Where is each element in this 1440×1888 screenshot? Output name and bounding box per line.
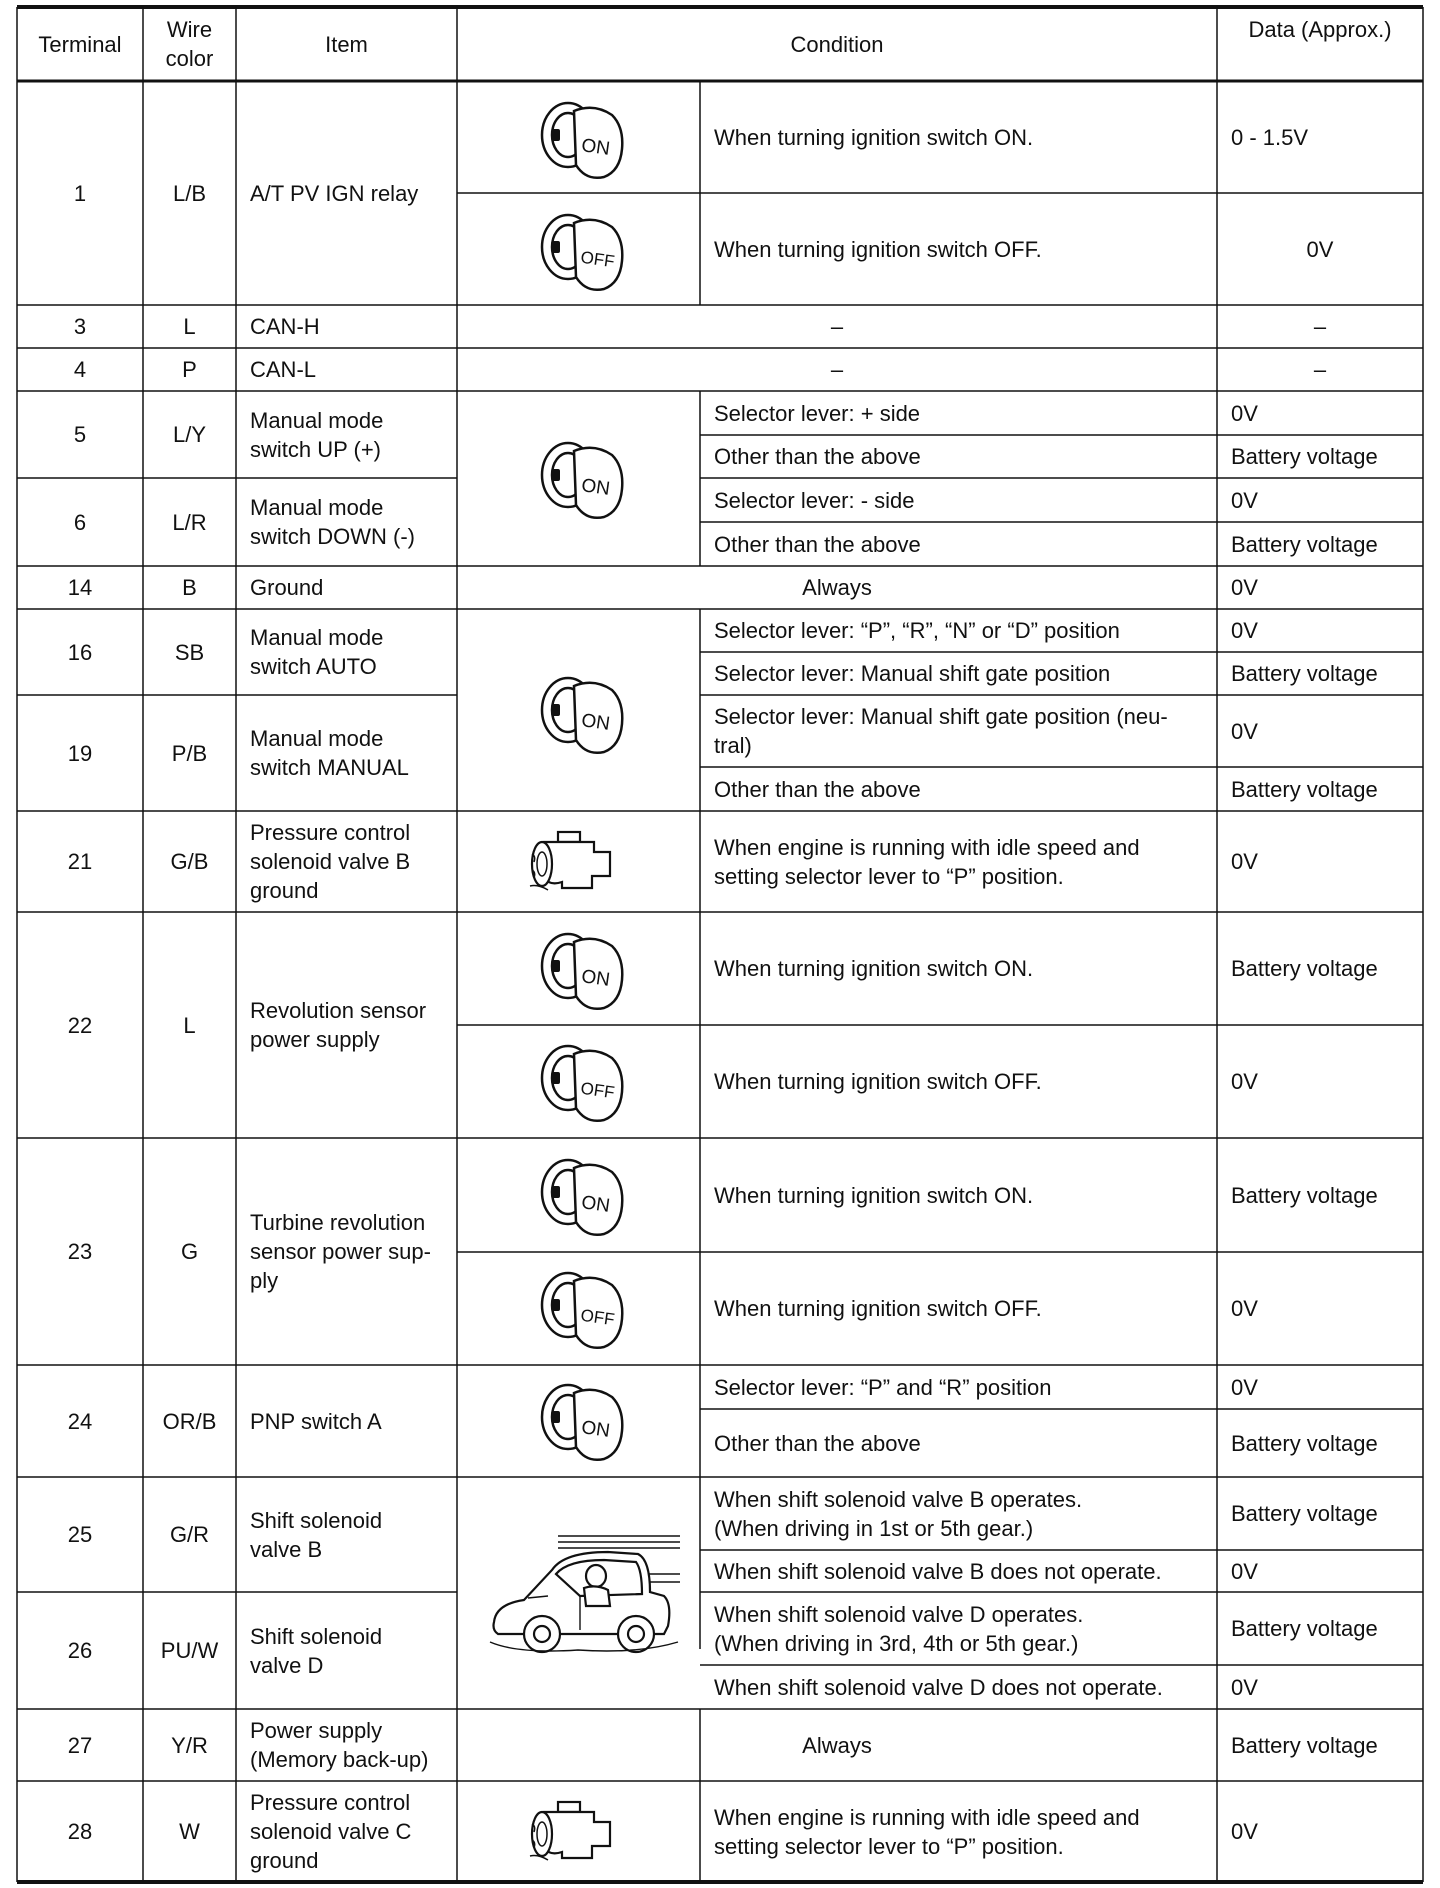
terminal-cell: 4 <box>73 357 87 382</box>
condition-cell: When turning ignition switch OFF. <box>714 236 1042 262</box>
item-cell: Manual mode switch UP (+) <box>250 407 384 462</box>
data-cell: Battery voltage <box>1231 661 1378 686</box>
ignition-key-on-icon <box>538 433 630 525</box>
wire-color-cell: G <box>180 1239 199 1264</box>
item-cell: Shift solenoid valve D <box>250 1623 383 1678</box>
data-cell: 0V <box>1231 718 1258 744</box>
engine-running-icon <box>528 1796 618 1868</box>
data-cell: Battery voltage <box>1231 1732 1378 1758</box>
data-cell: Battery voltage <box>1231 1430 1378 1456</box>
condition-cell: Selector lever: Manual shift gate position <box>714 661 1111 686</box>
svg-text:ON: ON <box>580 1192 612 1217</box>
item-cell: A/T PV IGN relay <box>250 180 419 206</box>
svg-text:ON: ON <box>580 710 612 735</box>
car-driving-icon <box>488 1530 684 1660</box>
ignition-key-on-icon <box>538 1375 630 1467</box>
wire-color-cell: G/B <box>170 849 209 874</box>
condition-cell: – <box>830 357 844 382</box>
ignition-key-off-icon <box>538 1036 630 1128</box>
svg-text:ON: ON <box>580 475 612 500</box>
condition-cell: When shift solenoid valve B does not operate. <box>714 1558 1162 1584</box>
condition-cell: Always <box>802 575 872 600</box>
data-cell: Battery voltage <box>1231 1616 1378 1641</box>
item-cell: Ground <box>250 575 324 600</box>
ignition-key-on-icon <box>538 668 630 760</box>
condition-cell: – <box>830 314 844 339</box>
data-cell: Battery voltage <box>1231 956 1378 981</box>
condition-cell: Selector lever: “P”, “R”, “N” or “D” position <box>714 618 1120 643</box>
svg-text:OFF: OFF <box>579 1305 616 1330</box>
terminal-cell: 1 <box>73 180 87 206</box>
data-cell: 0 - 1.5V <box>1231 124 1309 150</box>
condition-cell: When turning ignition switch OFF. <box>714 1296 1042 1321</box>
wire-color-cell: L/R <box>172 509 207 535</box>
ignition-key-off-icon <box>538 1263 630 1355</box>
data-cell: 0V <box>1231 400 1258 426</box>
svg-text:ON: ON <box>580 966 612 991</box>
wire-color-cell: L <box>183 314 196 339</box>
data-cell: 0V <box>1231 487 1258 513</box>
condition-cell: When turning ignition switch OFF. <box>714 1069 1042 1094</box>
condition-cell: Selector lever: “P” and “R” position <box>714 1374 1052 1400</box>
condition-cell: When engine is running with idle speed and setting selector lever to “P” position. <box>714 1804 1140 1859</box>
condition-cell: When shift solenoid valve D operates. (When driving in 3rd, 4th or 5th gear.) <box>714 1601 1084 1656</box>
wire-color-cell: L <box>183 1012 196 1038</box>
svg-text:OFF: OFF <box>579 1078 616 1103</box>
condition-cell: When turning ignition switch ON. <box>714 956 1034 981</box>
data-cell: Battery voltage <box>1231 776 1378 802</box>
data-cell: Battery voltage <box>1231 1182 1378 1208</box>
condition-cell: When shift solenoid valve B operates. (When driving in 1st or 5th gear.) <box>714 1486 1083 1541</box>
data-cell: Battery voltage <box>1231 531 1378 557</box>
data-cell: 0V <box>1231 1558 1258 1584</box>
data-cell: Battery voltage <box>1231 1501 1378 1526</box>
svg-text:ON: ON <box>580 135 612 160</box>
item-cell: Pressure control solenoid valve B ground <box>250 820 411 903</box>
svg-text:ON: ON <box>580 1417 612 1442</box>
wire-color-cell: OR/B <box>162 1408 217 1434</box>
wire-color-cell: W <box>179 1819 200 1844</box>
header-condition: Condition <box>790 31 884 57</box>
terminal-cell: 26 <box>67 1638 93 1663</box>
item-cell: Manual mode switch MANUAL <box>250 726 409 780</box>
wire-color-cell: L/Y <box>172 422 207 447</box>
wire-color-cell: B <box>182 575 197 600</box>
terminal-cell: 28 <box>67 1819 93 1844</box>
condition-cell: When engine is running with idle speed and setting selector lever to “P” position. <box>714 834 1140 889</box>
condition-cell: Other than the above <box>714 531 921 557</box>
terminal-cell: 22 <box>67 1012 93 1038</box>
header-wire-color: Wire color <box>165 17 214 71</box>
item-cell: PNP switch A <box>250 1408 382 1434</box>
terminal-cell: 21 <box>67 849 93 874</box>
svg-text:OFF: OFF <box>579 247 616 272</box>
condition-cell: Other than the above <box>714 776 921 802</box>
header-data: Data (Approx.) <box>1248 16 1392 42</box>
wire-color-cell: P <box>182 357 197 382</box>
data-cell: – <box>1313 357 1327 382</box>
terminal-cell: 6 <box>73 509 87 535</box>
item-cell: CAN-L <box>250 357 317 382</box>
item-cell: CAN-H <box>250 314 320 339</box>
terminal-cell: 14 <box>67 575 93 600</box>
condition-cell: When shift solenoid valve D does not operate. <box>714 1674 1163 1700</box>
data-cell: 0V <box>1231 849 1258 874</box>
ignition-key-on-icon <box>538 1150 630 1242</box>
condition-cell: Selector lever: + side <box>714 400 921 426</box>
item-cell: Shift solenoid valve B <box>250 1507 383 1562</box>
item-cell: Revolution sensor power supply <box>250 998 427 1052</box>
terminal-cell: 23 <box>67 1239 93 1264</box>
wire-color-cell: Y/R <box>171 1732 208 1758</box>
condition-cell: Selector lever: Manual shift gate position (neu- tral) <box>714 704 1168 758</box>
terminal-cell: 5 <box>73 422 87 447</box>
condition-cell: When turning ignition switch ON. <box>714 124 1034 150</box>
item-cell: Manual mode switch DOWN (-) <box>250 495 415 549</box>
ignition-key-on-icon <box>538 924 630 1016</box>
data-cell: 0V <box>1231 1674 1258 1700</box>
engine-running-icon <box>528 826 618 898</box>
data-cell: 0V <box>1231 1819 1258 1844</box>
data-cell: – <box>1313 314 1327 339</box>
wire-color-cell: G/R <box>169 1522 210 1547</box>
terminal-cell: 25 <box>67 1522 93 1547</box>
data-cell: 0V <box>1306 236 1334 262</box>
terminal-cell: 27 <box>67 1732 93 1758</box>
condition-cell: Other than the above <box>714 444 921 469</box>
wire-color-cell: L/B <box>172 180 207 206</box>
terminal-cell: 3 <box>73 314 87 339</box>
ignition-key-off-icon <box>538 205 630 297</box>
condition-cell: When turning ignition switch ON. <box>714 1182 1034 1208</box>
item-cell: Turbine revolution sensor power sup- ply <box>250 1210 431 1293</box>
terminal-cell: 19 <box>67 740 93 766</box>
data-cell: 0V <box>1231 1069 1258 1094</box>
terminal-cell: 24 <box>67 1408 93 1434</box>
data-cell: 0V <box>1231 575 1258 600</box>
item-cell: Pressure control solenoid valve C ground <box>250 1790 412 1873</box>
data-cell: 0V <box>1231 618 1258 643</box>
header-item: Item <box>325 31 368 57</box>
item-cell: Power supply (Memory back-up) <box>250 1718 429 1772</box>
header-terminal: Terminal <box>38 31 122 57</box>
condition-cell: Other than the above <box>714 1430 921 1456</box>
data-cell: 0V <box>1231 1296 1258 1321</box>
item-cell: Manual mode switch AUTO <box>250 625 384 679</box>
condition-cell: Selector lever: - side <box>714 487 915 513</box>
data-cell: Battery voltage <box>1231 444 1378 469</box>
condition-cell: Always <box>802 1732 872 1758</box>
data-cell: 0V <box>1231 1374 1258 1400</box>
terminal-cell: 16 <box>67 639 93 665</box>
wire-color-cell: SB <box>174 639 205 665</box>
ignition-key-on-icon <box>538 93 630 185</box>
wire-color-cell: PU/W <box>160 1638 219 1663</box>
wire-color-cell: P/B <box>171 740 208 766</box>
